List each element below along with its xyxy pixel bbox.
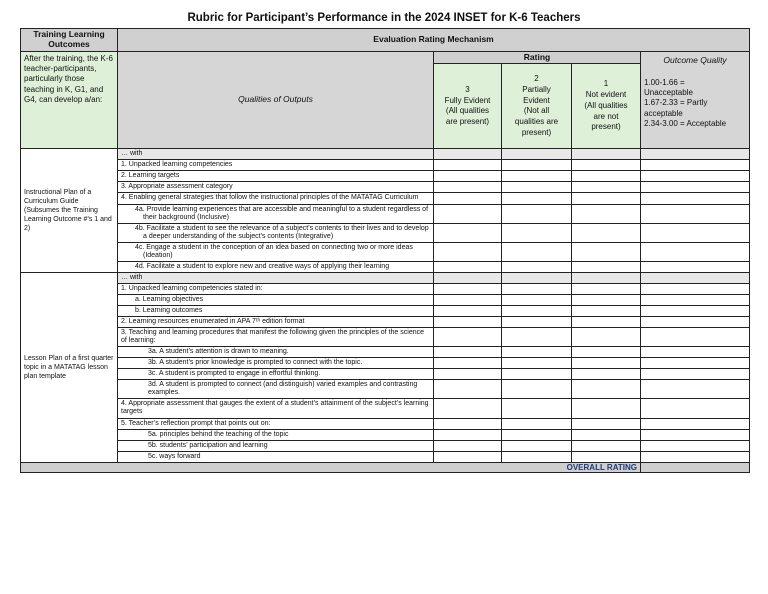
overall-rating-cell[interactable] [641,462,750,472]
rating-cell[interactable] [572,380,641,399]
rating-cell[interactable] [434,261,502,272]
qualities-header: Qualities of Outputs [118,51,434,149]
criterion-text: 3a. A student’s attention is drawn to meaning. [118,347,434,358]
outcome-quality-cell[interactable] [641,369,750,380]
training-outcome-cell: Lesson Plan of a first quarter topic in a MATATAG lesson plan template [21,272,118,462]
rating-cell[interactable] [434,347,502,358]
rating-header: Rating [434,51,641,64]
outcome-quality-cell[interactable] [641,328,750,347]
rating-cell[interactable] [572,272,641,283]
rating-cell[interactable] [572,328,641,347]
rating-cell[interactable] [502,328,572,347]
rating-cell[interactable] [572,399,641,418]
outcome-quality-cell[interactable] [641,223,750,242]
outcome-quality-cell[interactable] [641,171,750,182]
outcome-quality-cell[interactable] [641,272,750,283]
rating-cell[interactable] [502,193,572,204]
rating-cell[interactable] [572,160,641,171]
outcome-quality-cell[interactable] [641,451,750,462]
criterion-row [21,380,750,399]
training-outcomes-header: Training Learning Outcomes [21,29,118,52]
criterion-row [21,328,750,347]
outcome-quality-cell[interactable] [641,283,750,294]
criterion-text: 5a. principles behind the teaching of the topic [118,429,434,440]
criterion-text: b. Learning outcomes [118,306,434,317]
criterion-row [21,358,750,369]
rubric-table [20,28,750,473]
rating-cell[interactable] [434,283,502,294]
criterion-text: 5c. ways forward [118,451,434,462]
criterion-row [21,223,750,242]
rating-cell[interactable] [572,193,641,204]
outcome-quality-cell[interactable] [641,380,750,399]
rating-cell[interactable] [572,242,641,261]
criterion-text: 3. Appropriate assessment category [118,182,434,193]
rating-cell[interactable] [572,261,641,272]
rating-cell[interactable] [434,328,502,347]
criterion-text: … with [118,149,434,160]
outcome-quality-cell[interactable] [641,440,750,451]
evaluation-header: Evaluation Rating Mechanism [118,29,750,52]
criterion-row [21,272,750,283]
outcome-quality-scale: 1.00-1.66 = Unacceptable 1.67-2.33 = Partly acceptable 2.34-3.00 = Acceptable [644,77,727,129]
rating-cell[interactable] [502,440,572,451]
rating-cell[interactable] [502,380,572,399]
rating-cell[interactable] [572,223,641,242]
criterion-row [21,193,750,204]
overall-rating-label: OVERALL RATING [21,462,641,472]
rating-cell[interactable] [572,347,641,358]
outcome-quality-header [641,51,750,149]
rating-cell[interactable] [502,242,572,261]
criterion-row [21,283,750,294]
criterion-row [21,399,750,418]
outcome-quality-cell[interactable] [641,347,750,358]
criterion-row [21,306,750,317]
criterion-text: 3c. A student is prompted to engage in effortful thinking. [118,369,434,380]
outcome-quality-cell[interactable] [641,306,750,317]
rating-cell[interactable] [502,272,572,283]
criterion-text: 5b. students’ participation and learning [118,440,434,451]
outcome-quality-cell[interactable] [641,317,750,328]
rating-1-header: 1 Not evident (All qualities are not present) [572,64,641,149]
rating-cell[interactable] [572,171,641,182]
rating-cell[interactable] [572,149,641,160]
rating-cell[interactable] [502,182,572,193]
criterion-row [21,149,750,160]
rating-cell[interactable] [434,358,502,369]
rating-cell[interactable] [434,272,502,283]
rating-cell[interactable] [434,182,502,193]
outcome-quality-title: Outcome Quality [663,54,727,65]
criterion-row [21,369,750,380]
criterion-text: 4. Appropriate assessment that gauges the extent of a student’s attainment of the subject’s learning targets [118,399,434,418]
rating-cell[interactable] [502,306,572,317]
criterion-text: 3b. A student’s prior knowledge is prompted to connect with the topic. [118,358,434,369]
outcome-quality-cell[interactable] [641,294,750,305]
rating-cell[interactable] [572,283,641,294]
criterion-row [21,182,750,193]
criterion-text: 4a. Provide learning experiences that are accessible and meaningful to a student regardless of their background (Inclusive) [118,204,434,223]
rating-cell[interactable] [572,429,641,440]
rating-cell[interactable] [434,399,502,418]
rating-cell[interactable] [434,306,502,317]
training-outcome-cell: Instructional Plan of a Curriculum Guide (Subsumes the Training Learning Outcome #’s 1 and 2) [21,149,118,273]
criterion-row [21,418,750,429]
criterion-row [21,347,750,358]
outcome-quality-cell[interactable] [641,149,750,160]
rating-cell[interactable] [434,193,502,204]
rating-cell[interactable] [434,380,502,399]
criterion-row [21,317,750,328]
rating-cell[interactable] [434,149,502,160]
criterion-text: a. Learning objectives [118,294,434,305]
criterion-row [21,451,750,462]
outcome-quality-cell[interactable] [641,182,750,193]
rating-cell[interactable] [502,171,572,182]
rating-cell[interactable] [572,358,641,369]
outcome-quality-cell[interactable] [641,399,750,418]
rating-cell[interactable] [434,440,502,451]
outcome-quality-cell[interactable] [641,261,750,272]
rating-cell[interactable] [572,418,641,429]
rating-cell[interactable] [502,418,572,429]
rating-cell[interactable] [572,451,641,462]
rating-cell[interactable] [502,223,572,242]
criterion-text: 4. Enabling general strategies that follow the instructional principles of the MATATAG Curriculum [118,193,434,204]
criterion-text: 4b. Facilitate a student to see the relevance of a subject’s contents to their lives and to develop a deeper understanding of the subject’s contents (Integrative) [118,223,434,242]
rating-cell[interactable] [434,294,502,305]
overall-rating-row [21,462,750,472]
rating-cell[interactable] [434,369,502,380]
rating-cell[interactable] [572,440,641,451]
rating-cell[interactable] [434,204,502,223]
rating-cell[interactable] [434,451,502,462]
rating-cell[interactable] [502,317,572,328]
criterion-text: … with [118,272,434,283]
criterion-text: 1. Unpacked learning competencies stated in: [118,283,434,294]
rating-cell[interactable] [434,160,502,171]
criterion-text: 1. Unpacked learning competencies [118,160,434,171]
criterion-row [21,242,750,261]
outcome-quality-cell[interactable] [641,204,750,223]
criterion-text: 5. Teacher’s reflection prompt that points out on: [118,418,434,429]
outcome-quality-cell[interactable] [641,193,750,204]
outcome-quality-cell[interactable] [641,418,750,429]
intro-text: After the training, the K-6 teacher-participants, particularly those teaching in K, G1, and G4, can develop a/an: [21,51,118,149]
rating-cell[interactable] [502,294,572,305]
outcome-quality-cell[interactable] [641,358,750,369]
rating-cell[interactable] [572,369,641,380]
criterion-row [21,294,750,305]
rating-cell[interactable] [434,418,502,429]
rating-cell[interactable] [502,261,572,272]
criterion-text: 2. Learning resources enumerated in APA 7ᵗʰ edition format [118,317,434,328]
criterion-row [21,261,750,272]
rating-cell[interactable] [572,182,641,193]
rating-cell[interactable] [502,369,572,380]
criterion-text: 3. Teaching and learning procedures that manifest the following given the principles of the science of learning: [118,328,434,347]
criterion-row [21,171,750,182]
outcome-quality-cell[interactable] [641,242,750,261]
rating-cell[interactable] [502,451,572,462]
rating-cell[interactable] [434,223,502,242]
outcome-quality-cell[interactable] [641,429,750,440]
rating-cell[interactable] [502,429,572,440]
rating-cell[interactable] [434,429,502,440]
rating-3-header: 3 Fully Evident (All qualities are present) [434,64,502,149]
rating-cell[interactable] [502,160,572,171]
rating-cell[interactable] [502,283,572,294]
rating-cell[interactable] [502,358,572,369]
criterion-text: 3d. A student is prompted to connect (and distinguish) varied examples and contrasting examples. [118,380,434,399]
rating-cell[interactable] [502,399,572,418]
criterion-row [21,160,750,171]
rating-2-header: 2 Partially Evident (Not all qualities are present) [502,64,572,149]
criterion-row [21,204,750,223]
rating-cell[interactable] [434,317,502,328]
rating-cell[interactable] [502,149,572,160]
rating-cell[interactable] [572,306,641,317]
rating-cell[interactable] [572,294,641,305]
document-title: Rubric for Participant’s Performance in the 2024 INSET for K-6 Teachers [187,12,581,24]
criterion-row [21,429,750,440]
rating-cell[interactable] [572,317,641,328]
outcome-quality-cell[interactable] [641,160,750,171]
criterion-text: 4c. Engage a student in the conception of an idea based on connecting two or more ideas (Ideation) [118,242,434,261]
rating-cell[interactable] [502,204,572,223]
criterion-text: 4d. Facilitate a student to explore new and creative ways of applying their learning [118,261,434,272]
rating-cell[interactable] [502,347,572,358]
criterion-text: 2. Learning targets [118,171,434,182]
rating-cell[interactable] [434,242,502,261]
rating-cell[interactable] [572,204,641,223]
criterion-row [21,440,750,451]
rating-cell[interactable] [434,171,502,182]
